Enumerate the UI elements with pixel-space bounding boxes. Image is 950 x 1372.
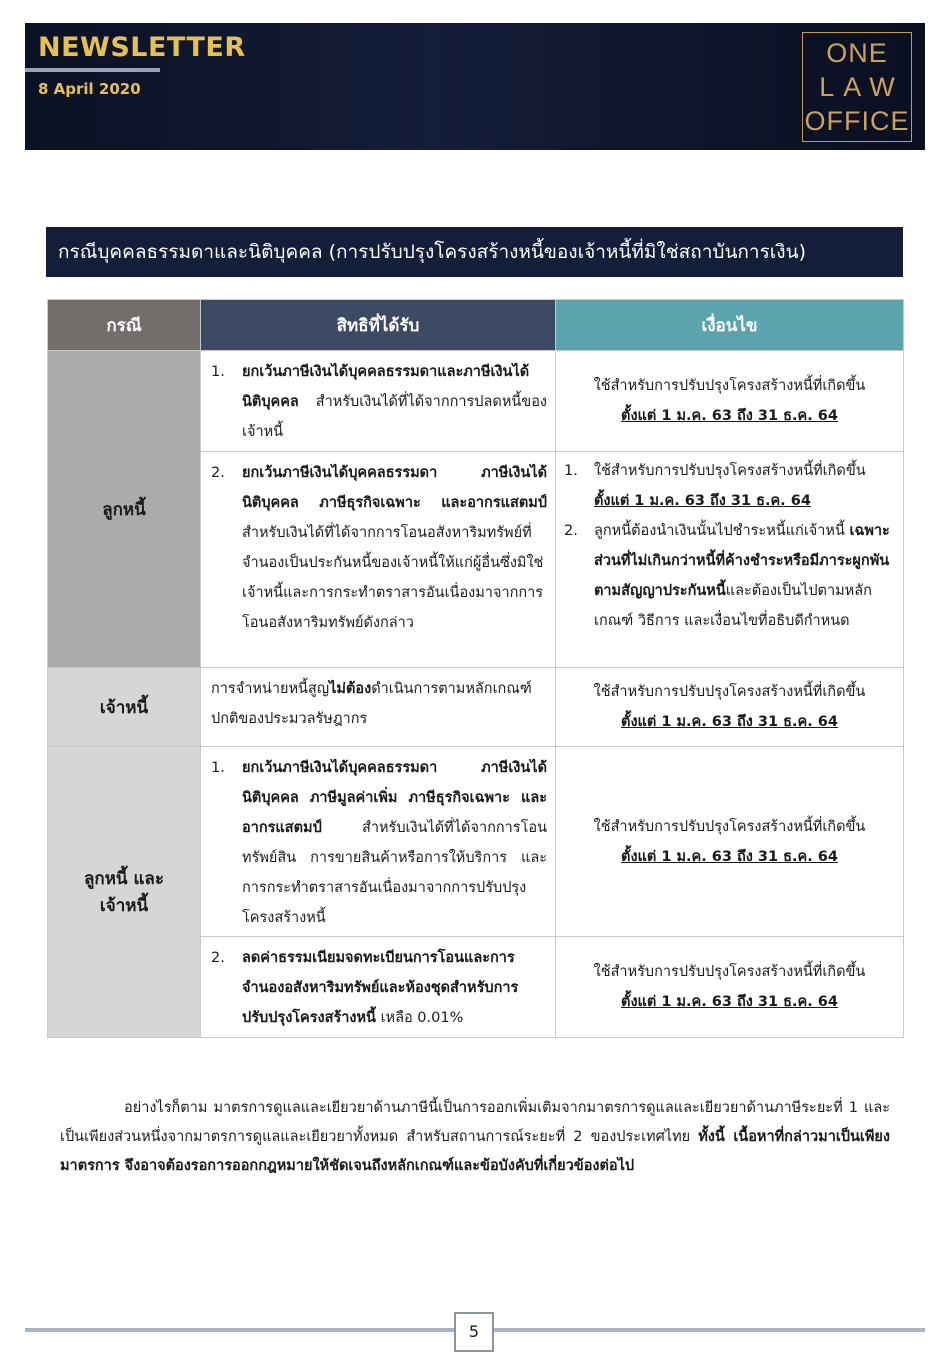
plain-text: ดำเนินการตามหลักเกณฑ์ปกติของประมวลรัษฎากร [211, 681, 532, 727]
condition-line: ใช้สำหรับการปรับปรุงโครงสร้างหนี้ที่เกิดขึ้น [593, 378, 866, 394]
item-number: 2. [211, 950, 225, 966]
plain-text: และต้องเป็นไปตามหลักเกณฑ์ วิธีการ และเงื่อนไขที่อธิบดีกำหนด [594, 583, 872, 629]
closing-paragraph [60, 1094, 890, 1181]
list-item [211, 943, 547, 1033]
footer-line-right [494, 1328, 925, 1332]
footer-line-left [25, 1328, 454, 1332]
rights-cell [201, 747, 556, 937]
condition-cell [556, 668, 904, 747]
plain-text: สำหรับเงินได้ที่ได้จากการโอนอสังหาริมทรัพย์ที่จำนองเป็นประกันหนี้ของเจ้าหนี้ให้แก่ผู้อื่นซึ่งมิใช่เจ้าหนี้และการกระทำตราสารอันเนื่องมาจากการโอนอสังหาริมทรัพย์ดังกล่าว [242, 525, 544, 631]
logo-line-2: LAW [819, 72, 904, 102]
plain-text: การจำหน่ายหนี้สูญ [211, 681, 330, 697]
title-underline [25, 68, 160, 72]
plain-text: สำหรับเงินได้ที่ได้จากการปลดหนี้ของเจ้าหนี้ [242, 394, 547, 440]
list-item [564, 516, 895, 636]
paragraph-text: อย่างไรก็ตาม มาตรการดูแลและเยียวยาด้านภาษีนี้เป็นการออกเพิ่มเติมจากมาตรการดูแลและเยียวยาด้านภาษีระยะที่ 1 และเป็นเพียงส่วนหนึ่งจากมาตรการดูแลและเยียวยาทั้งหมด สำหรับสถานการณ์ระยะที่ 2 ของประเทศไทย [60, 1100, 890, 1145]
condition-period: ตั้งแต่ 1 ม.ค. 63 ถึง 31 ธ.ค. 64 [594, 493, 811, 509]
plain-text: เหลือ 0.01% [375, 1010, 464, 1026]
header-banner [25, 23, 925, 150]
list-item [211, 357, 547, 447]
bold-text: ยกเว้นภาษีเงินได้บุคคลธรรมดา ภาษีเงินได้นิติบุคคล ภาษีธุรกิจเฉพาะ และอากรแสตมป์ [242, 465, 547, 511]
item-text [594, 456, 895, 516]
logo-line-1: ONE [826, 38, 888, 68]
header-case: กรณี [48, 300, 201, 351]
table-row [48, 351, 904, 452]
item-number: 1. [211, 760, 225, 776]
bold-text: ยกเว้นภาษีเงินได้บุคคลธรรมดา ภาษีเงินได้นิติบุคคล ภาษีมูลค่าเพิ่ม ภาษีธุรกิจเฉพาะ และอากรแสตมป์ [242, 760, 547, 836]
header-conditions: เงื่อนไข [556, 300, 904, 351]
condition-line: ใช้สำหรับการปรับปรุงโครงสร้างหนี้ที่เกิดขึ้น [593, 964, 866, 980]
plain-text: ลูกหนี้ต้องนำเงินนั้นไปชำระหนี้แก่เจ้าหนี้ [594, 523, 845, 539]
bold-text: ไม่ต้อง [329, 681, 372, 697]
condition-period: ตั้งแต่ 1 ม.ค. 63 ถึง 31 ธ.ค. 64 [621, 848, 838, 865]
paragraph-bold-text: ทั้งนี้ เนื้อหาที่กล่าวมาเป็นเพียงมาตรการ จึงอาจต้องรอการออกกฎหมายให้ชัดเจนถึงหลักเกณฑ์และข้อบังคับที่เกี่ยวข้องต่อไป [60, 1129, 890, 1174]
bold-text: ลดค่าธรรมเนียมจดทะเบียนการโอนและการจำนองอสังหาริมทรัพย์และห้องชุดสำหรับการปรับปรุงโครงสร้างหนี้ [242, 950, 519, 1026]
list-item [211, 753, 547, 933]
item-number: 2. [564, 523, 578, 539]
logo-line-3: OFFICE [804, 106, 910, 136]
condition-cell [556, 452, 904, 668]
list-item [564, 456, 895, 516]
plain-text: ใช้สำหรับการปรับปรุงโครงสร้างหนี้ที่เกิดขึ้น [594, 463, 866, 479]
condition-period: ตั้งแต่ 1 ม.ค. 63 ถึง 31 ธ.ค. 64 [621, 994, 838, 1010]
condition-line: ใช้สำหรับการปรับปรุงโครงสร้างหนี้ที่เกิดขึ้น [593, 818, 866, 835]
item-number: 1. [211, 364, 225, 380]
newsletter-title: NEWSLETTER [38, 32, 246, 63]
rights-cell [201, 668, 556, 747]
case-label-line: ลูกหนี้ และ [84, 869, 164, 889]
item-number: 1. [564, 463, 578, 479]
case-debtor: ลูกหนี้ [48, 351, 201, 668]
table-row [48, 668, 904, 747]
item-text [242, 753, 547, 933]
section-title: กรณีบุคคลธรรมดาและนิติบุคคล (การปรับปรุงโครงสร้างหนี้ของเจ้าหนี้ที่มิใช่สถาบันการเงิน) [46, 227, 903, 277]
case-label-line: เจ้าหนี้ [99, 896, 149, 916]
header-rights: สิทธิที่ได้รับ [201, 300, 556, 351]
case-debtor-and-creditor [48, 747, 201, 1038]
condition-cell [556, 351, 904, 452]
newsletter-date: 8 April 2020 [38, 80, 141, 98]
page-number: 5 [454, 1312, 494, 1352]
rights-cell [201, 937, 556, 1038]
item-text [242, 943, 547, 1033]
case-creditor: เจ้าหนี้ [48, 668, 201, 747]
item-text [242, 357, 547, 447]
tax-relief-table [47, 299, 904, 1038]
rights-cell [201, 452, 556, 668]
rights-cell [201, 351, 556, 452]
table-header-row [48, 300, 904, 351]
bold-text: เฉพาะส่วนที่ไม่เกินกว่าหนี้ที่ค้างชำระหรือมีภาระผูกพันตามสัญญาประกันหนี้ [594, 523, 890, 599]
plain-text: สำหรับเงินได้ที่ได้จากการโอนทรัพย์สิน การขายสินค้าหรือการให้บริการ และการกระทำตราสารอันเนื่องมาจากการปรับปรุงโครงสร้างหนี้ [242, 820, 547, 926]
condition-period: ตั้งแต่ 1 ม.ค. 63 ถึง 31 ธ.ค. 64 [621, 408, 838, 424]
condition-cell [556, 937, 904, 1038]
bold-text: ยกเว้นภาษีเงินได้บุคคลธรรมดาและภาษีเงินได้นิติบุคคล [242, 364, 530, 410]
item-text [594, 516, 895, 636]
item-text [211, 674, 547, 734]
list-item [211, 458, 547, 638]
table-row [48, 747, 904, 937]
condition-line: ใช้สำหรับการปรับปรุงโครงสร้างหนี้ที่เกิดขึ้น [593, 684, 866, 700]
item-text [242, 458, 547, 638]
condition-cell [556, 747, 904, 937]
condition-period: ตั้งแต่ 1 ม.ค. 63 ถึง 31 ธ.ค. 64 [621, 714, 838, 730]
one-law-office-logo [802, 32, 912, 142]
item-number: 2. [211, 465, 225, 481]
